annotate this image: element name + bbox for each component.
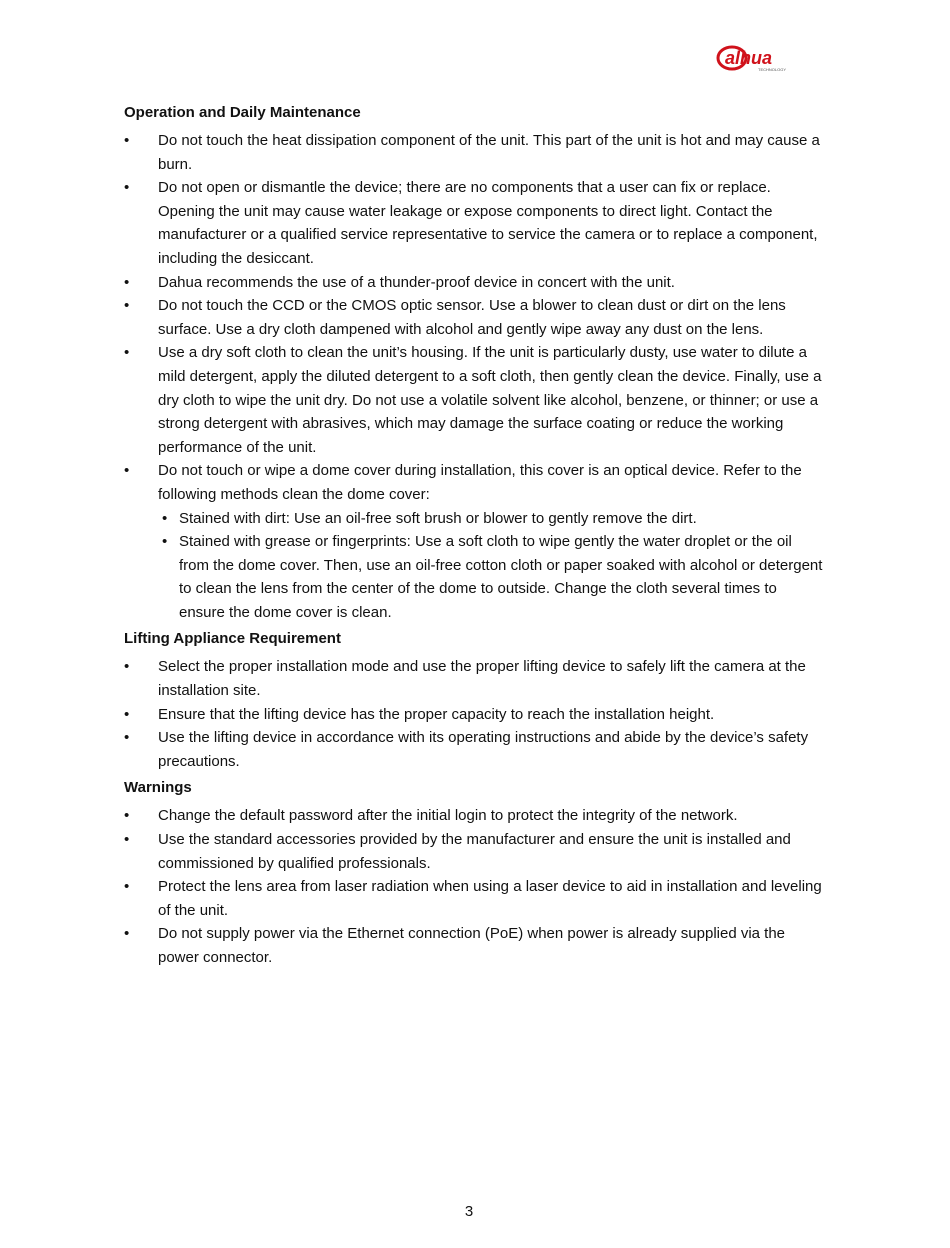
list-item bbox=[124, 459, 824, 624]
sub-list-item-text: Stained with dirt: Use an oil-free soft brush or blower to gently remove the dirt. bbox=[179, 509, 697, 527]
bullet-icon: • bbox=[124, 807, 130, 825]
list-item bbox=[124, 875, 824, 922]
list-item-text: Do not supply power via the Ethernet connection (PoE) when power is already supplied via the power connector. bbox=[158, 925, 786, 966]
bullet-icon: • bbox=[124, 462, 130, 480]
sub-list-item bbox=[158, 530, 824, 624]
section-operation-maintenance bbox=[124, 102, 824, 624]
document-body bbox=[124, 102, 824, 974]
list-item bbox=[124, 922, 824, 969]
list-item-text: Do not touch the heat dissipation component of the unit. This part of the unit is hot and may cause a burn. bbox=[158, 132, 820, 173]
list-item bbox=[124, 129, 824, 176]
bullet-icon: • bbox=[124, 179, 130, 197]
list-item-text: Use the standard accessories provided by the manufacturer and ensure the unit is installed and commissioned by qualified professionals. bbox=[158, 831, 791, 872]
list-item bbox=[124, 828, 824, 875]
section-title: Lifting Appliance Requirement bbox=[124, 630, 341, 648]
bullet-list bbox=[124, 804, 824, 969]
bullet-list bbox=[124, 655, 824, 773]
bullet-icon: • bbox=[124, 344, 130, 362]
bullet-icon: • bbox=[124, 658, 130, 676]
bullet-icon: • bbox=[124, 925, 130, 943]
bullet-icon: • bbox=[124, 705, 130, 723]
list-item bbox=[124, 726, 824, 773]
sub-list-item-text: Stained with grease or fingerprints: Use a soft cloth to wipe gently the water droplet or the oil from the dome cover. Then, use an oil-free cotton cloth or paper soaked with alcohol or detergent to clean the lens from the center of the dome to outside. Change the cloth several times to ensure the dome cover is clean. bbox=[179, 533, 823, 621]
list-item bbox=[124, 341, 824, 459]
list-item-text: Select the proper installation mode and use the proper lifting device to safely lift the camera at the installation site. bbox=[158, 658, 806, 700]
dahua-logo bbox=[716, 42, 806, 74]
list-item bbox=[124, 294, 824, 341]
bullet-icon: • bbox=[124, 297, 130, 315]
list-item-text: Protect the lens area from laser radiation when using a laser device to aid in installation and leveling of the unit. bbox=[158, 878, 822, 919]
logo-mark-text: alhua bbox=[725, 48, 773, 68]
bullet-icon: • bbox=[124, 831, 130, 849]
section-title: Operation and Daily Maintenance bbox=[124, 104, 361, 121]
bullet-icon: • bbox=[124, 273, 130, 291]
list-item-text: Do not open or dismantle the device; there are no components that a user can fix or replace. Opening the unit may cause water leakage or expose components to direct light. Contact the manufacturer or a qualified service representative to service the camera or to replace a component, including the desiccant. bbox=[158, 179, 818, 267]
list-item-text: Use the lifting device in accordance with its operating instructions and abide by the device’s safety precautions. bbox=[158, 729, 809, 770]
list-item-text: Change the default password after the initial login to protect the integrity of the network. bbox=[158, 807, 738, 825]
bullet-icon: • bbox=[124, 729, 130, 747]
list-item-text: Use a dry soft cloth to clean the unit’s housing. If the unit is particularly dusty, use water to dilute a mild detergent, apply the diluted detergent to a soft cloth, then gently clean the device. Finally, use a dry cloth to wipe the unit dry. Do not use a volatile solvent like alcohol, benzene, or thinner; or use a strong detergent with abrasives, which may damage the surface coating or reduce the working performance of the unit. bbox=[158, 344, 822, 456]
sub-list-item bbox=[158, 507, 824, 531]
list-item-text: Dahua recommends the use of a thunder-proof device in concert with the unit. bbox=[158, 273, 675, 291]
list-item bbox=[124, 804, 824, 828]
bullet-list bbox=[124, 129, 824, 624]
bullet-icon: • bbox=[124, 878, 130, 896]
list-item-text: Do not touch the CCD or the CMOS optic sensor. Use a blower to clean dust or dirt on the lens surface. Use a dry cloth dampened with alcohol and gently wipe away any dust on the lens. bbox=[158, 297, 786, 338]
list-item-text: Do not touch or wipe a dome cover during installation, this cover is an optical device. Refer to the following methods clean the dome cover: bbox=[158, 462, 802, 503]
bullet-icon: • bbox=[162, 533, 168, 551]
bullet-icon: • bbox=[124, 132, 130, 149]
list-item bbox=[124, 176, 824, 270]
bullet-icon: • bbox=[162, 509, 168, 527]
list-item bbox=[124, 271, 824, 295]
sub-bullet-list bbox=[158, 507, 824, 625]
list-item bbox=[124, 703, 824, 727]
list-item bbox=[124, 655, 824, 702]
section-title: Warnings bbox=[124, 779, 192, 797]
section-warnings bbox=[124, 777, 824, 969]
page-number: 3 bbox=[464, 1203, 474, 1220]
list-item-text: Ensure that the lifting device has the proper capacity to reach the installation height. bbox=[158, 705, 715, 723]
logo-tagline: TECHNOLOGY bbox=[758, 67, 787, 72]
section-lifting-appliance bbox=[124, 628, 824, 773]
